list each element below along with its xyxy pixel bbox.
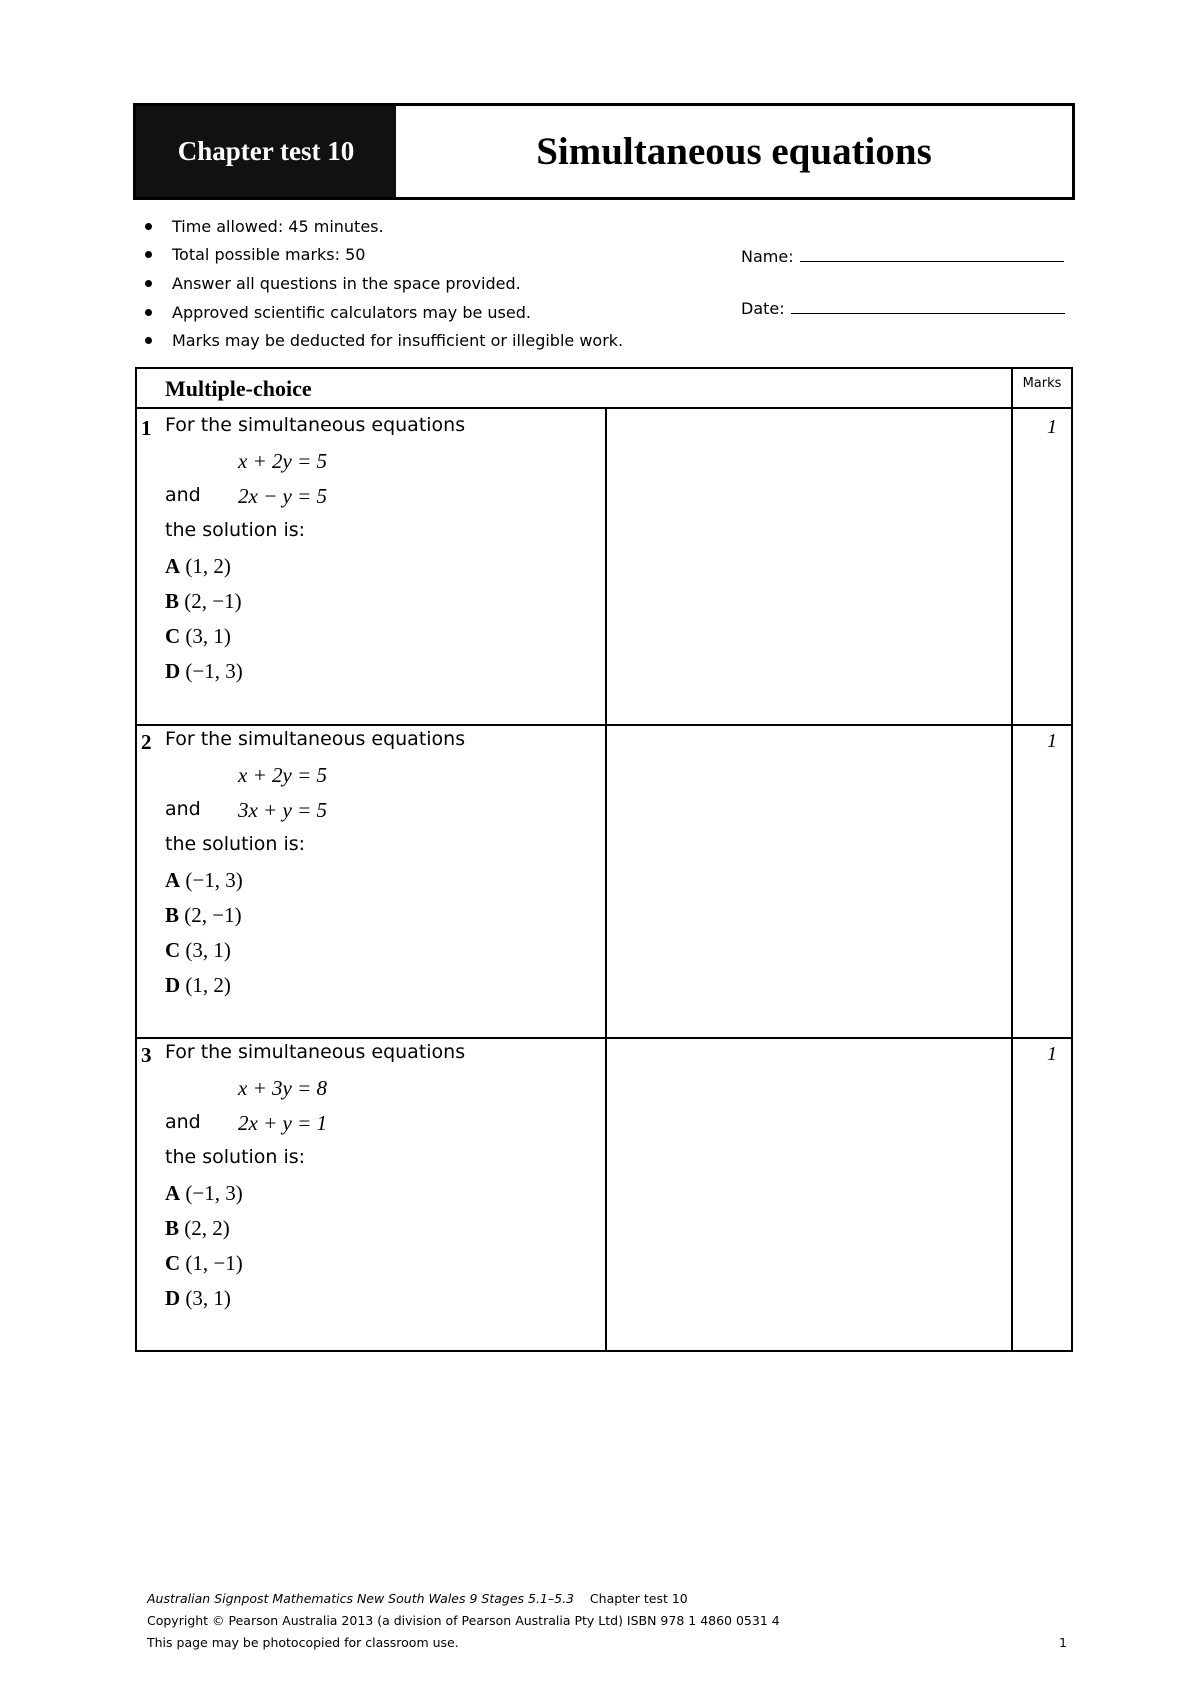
section-title: Multiple-choice xyxy=(165,376,312,401)
multiple-choice-table xyxy=(135,367,1073,1352)
instruction-item: Total possible marks: 50 xyxy=(141,241,1071,270)
chapter-header xyxy=(133,103,1075,200)
equation-2: 3x + y = 5 xyxy=(238,798,327,822)
question-prompt: For the simultaneous equations xyxy=(165,1041,466,1063)
bullet-icon xyxy=(145,337,152,344)
option-a[interactable]: A (−1, 3) xyxy=(165,1181,243,1205)
page-number: 1 xyxy=(1059,1635,1067,1650)
option-b[interactable]: B (2, 2) xyxy=(165,1216,230,1240)
question-prompt: For the simultaneous equations xyxy=(165,728,466,750)
row-divider xyxy=(137,724,1071,726)
equation-1: x + 3y = 8 xyxy=(238,1076,327,1100)
column-divider xyxy=(1011,409,1013,1350)
bullet-icon xyxy=(145,309,152,316)
equation-2: 2x − y = 5 xyxy=(238,484,327,508)
name-field[interactable] xyxy=(741,246,1064,266)
date-line[interactable] xyxy=(791,298,1065,314)
option-a[interactable]: A (−1, 3) xyxy=(165,868,243,892)
question-1-marks: 1 xyxy=(1047,416,1057,438)
column-divider xyxy=(605,409,607,1350)
and-label: and xyxy=(165,1111,201,1133)
instruction-item: Time allowed: 45 minutes. xyxy=(141,212,1071,241)
equation-1: x + 2y = 5 xyxy=(238,763,327,787)
question-number: 2 xyxy=(141,730,152,754)
option-c[interactable]: C (3, 1) xyxy=(165,624,231,648)
option-d[interactable]: D (1, 2) xyxy=(165,973,231,997)
chapter-label: Chapter test 10 xyxy=(136,106,396,197)
section-header xyxy=(137,369,1071,409)
instructions-block xyxy=(141,212,1071,355)
instruction-item: Answer all questions in the space provided. xyxy=(141,269,1071,298)
question-2-marks: 1 xyxy=(1047,730,1057,752)
instructions-list xyxy=(141,212,1071,355)
option-c[interactable]: C (1, −1) xyxy=(165,1251,243,1275)
footer-book-line xyxy=(147,1588,1067,1610)
equation-1: x + 2y = 5 xyxy=(238,449,327,473)
option-b[interactable]: B (2, −1) xyxy=(165,903,242,927)
chapter-ref: Chapter test 10 xyxy=(589,1591,688,1606)
marks-header: Marks xyxy=(1011,369,1071,407)
question-3-marks: 1 xyxy=(1047,1043,1057,1065)
bullet-icon xyxy=(145,223,152,230)
bullet-icon xyxy=(145,251,152,258)
question-number: 1 xyxy=(141,416,152,440)
name-line[interactable] xyxy=(800,246,1064,262)
name-label: Name: xyxy=(741,247,794,266)
bullet-icon xyxy=(145,280,152,287)
copyright-line: Copyright © Pearson Australia 2013 (a division of Pearson Australia Pty Ltd) ISBN 978 1 4860 0531 4 xyxy=(147,1613,780,1628)
question-stem-end: the solution is: xyxy=(165,833,306,855)
question-stem-end: the solution is: xyxy=(165,1146,306,1168)
page-title: Simultaneous equations xyxy=(536,130,932,173)
and-label: and xyxy=(165,798,201,820)
photocopy-note: This page may be photocopied for classroom use. xyxy=(147,1635,459,1650)
option-a[interactable]: A (1, 2) xyxy=(165,554,231,578)
question-number: 3 xyxy=(141,1043,152,1067)
option-d[interactable]: D (3, 1) xyxy=(165,1286,231,1310)
question-stem-end: the solution is: xyxy=(165,519,306,541)
and-label: and xyxy=(165,484,201,506)
book-title: Australian Signpost Mathematics New South Wales 9 Stages 5.1–5.3 xyxy=(147,1591,575,1606)
instruction-item: Marks may be deducted for insufficient or illegible work. xyxy=(141,326,1071,355)
option-c[interactable]: C (3, 1) xyxy=(165,938,231,962)
option-b[interactable]: B (2, −1) xyxy=(165,589,242,613)
option-d[interactable]: D (−1, 3) xyxy=(165,659,243,683)
question-prompt: For the simultaneous equations xyxy=(165,414,466,436)
date-label: Date: xyxy=(741,299,785,318)
equation-2: 2x + y = 1 xyxy=(238,1111,327,1135)
date-field[interactable] xyxy=(741,298,1065,318)
page-footer xyxy=(147,1588,1067,1654)
row-divider xyxy=(137,1037,1071,1039)
instruction-item: Approved scientific calculators may be used. xyxy=(141,298,1071,327)
